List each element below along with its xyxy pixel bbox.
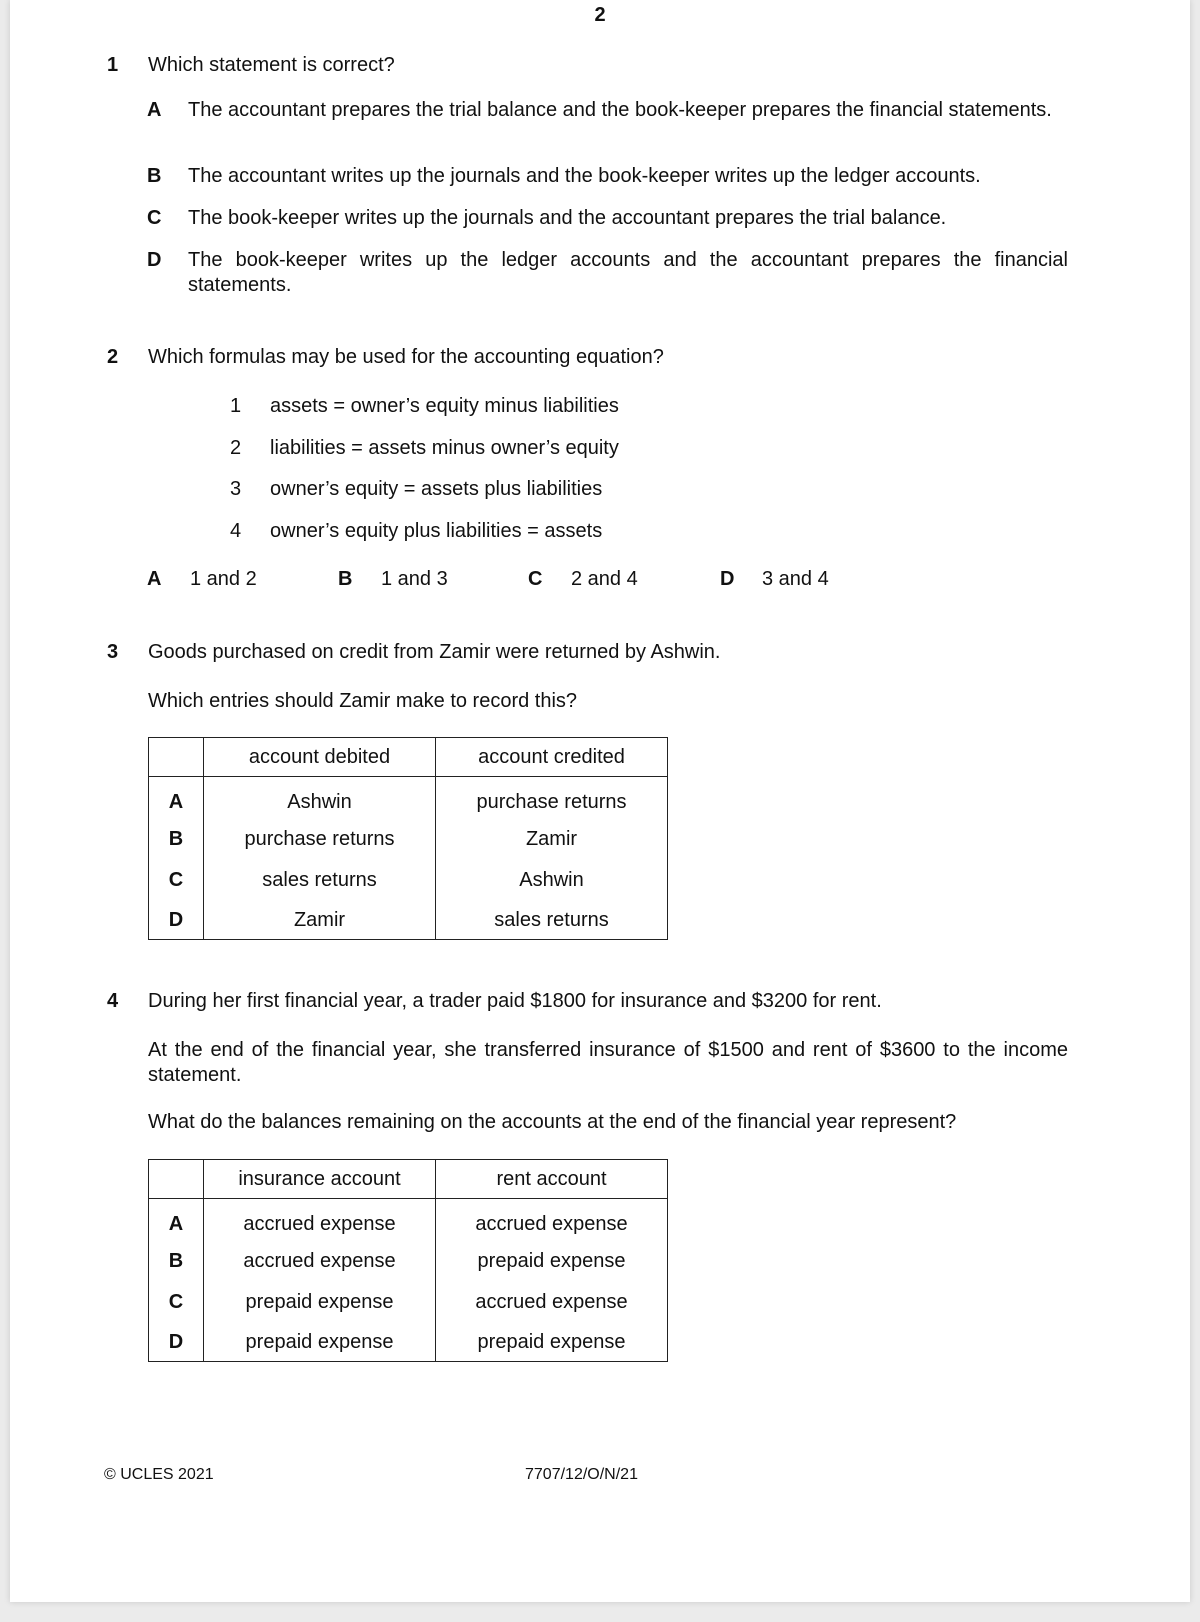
- cell-credited: Ashwin: [436, 860, 668, 901]
- q1-option-c-text: The book-keeper writes up the journals and the accountant prepares the trial balance.: [188, 207, 947, 229]
- header-insurance-account: insurance account: [204, 1160, 436, 1199]
- row-letter: A: [149, 777, 204, 820]
- question-4-stem: During her first financial year, a trader paid $1800 for insurance and $3200 for rent.: [148, 990, 882, 1012]
- cell-insurance: accrued expense: [204, 1241, 436, 1282]
- question-1-stem: Which statement is correct?: [148, 54, 395, 76]
- q2-option-b-letter: B: [338, 568, 353, 590]
- cell-credited: sales returns: [436, 901, 668, 940]
- cell-insurance: prepaid expense: [204, 1282, 436, 1323]
- header-account-credited: account credited: [436, 738, 668, 777]
- formula-3-text: owner’s equity = assets plus liabilities: [270, 478, 603, 500]
- row-letter: D: [149, 1323, 204, 1362]
- formula-1-number: 1: [230, 395, 242, 417]
- q2-option-d-text: 3 and 4: [762, 568, 829, 590]
- formula-1-text: assets = owner’s equity minus liabilities: [270, 395, 619, 417]
- exam-page: [10, 0, 1190, 1602]
- table-row: [149, 1323, 668, 1362]
- q2-option-a-letter: A: [147, 568, 162, 590]
- q1-option-c-letter: C: [147, 207, 162, 229]
- formula-4-number: 4: [230, 520, 242, 542]
- row-letter: B: [149, 1241, 204, 1282]
- q2-option-d-letter: D: [720, 568, 735, 590]
- row-letter: A: [149, 1199, 204, 1242]
- row-letter: D: [149, 901, 204, 940]
- table-row: [149, 860, 668, 901]
- q4-answer-table: [148, 1159, 668, 1362]
- table-header-row: [149, 1160, 668, 1199]
- question-3-number: 3: [107, 641, 119, 663]
- cell-insurance: accrued expense: [204, 1199, 436, 1242]
- table-row: [149, 901, 668, 940]
- q2-option-a-text: 1 and 2: [190, 568, 257, 590]
- cell-credited: purchase returns: [436, 777, 668, 820]
- formula-2-number: 2: [230, 437, 242, 459]
- cell-debited: purchase returns: [204, 819, 436, 860]
- table-header-row: [149, 738, 668, 777]
- table-row: [149, 1282, 668, 1323]
- cell-rent: accrued expense: [436, 1199, 668, 1242]
- q1-option-b-letter: B: [147, 165, 162, 187]
- cell-rent: prepaid expense: [436, 1323, 668, 1362]
- question-2-number: 2: [107, 346, 119, 368]
- question-2-stem: Which formulas may be used for the accounting equation?: [148, 346, 664, 368]
- row-letter: B: [149, 819, 204, 860]
- table-corner-cell: [149, 1160, 204, 1199]
- q1-option-a-letter: A: [147, 99, 162, 121]
- cell-debited: Zamir: [204, 901, 436, 940]
- formula-3-number: 3: [230, 478, 242, 500]
- formula-2-text: liabilities = assets minus owner’s equity: [270, 437, 619, 459]
- cell-credited: Zamir: [436, 819, 668, 860]
- table-row: [149, 1199, 668, 1242]
- question-3-stem: Goods purchased on credit from Zamir were returned by Ashwin.: [148, 641, 721, 663]
- q1-option-a-text: The accountant prepares the trial balance and the book-keeper prepares the financial statements.: [188, 99, 1052, 121]
- table-row: [149, 777, 668, 820]
- cell-debited: Ashwin: [204, 777, 436, 820]
- cell-rent: accrued expense: [436, 1282, 668, 1323]
- page-number: 2: [594, 4, 606, 26]
- question-4-paragraph: At the end of the financial year, she transferred insurance of $1500 and rent of $3600 to the income statement.: [148, 1039, 1068, 1086]
- question-1-number: 1: [107, 54, 119, 76]
- q3-answer-table: [148, 737, 668, 940]
- q2-option-b-text: 1 and 3: [381, 568, 448, 590]
- formula-4-text: owner’s equity plus liabilities = assets: [270, 520, 603, 542]
- cell-insurance: prepaid expense: [204, 1323, 436, 1362]
- row-letter: C: [149, 860, 204, 901]
- footer-copyright: © UCLES 2021: [104, 1466, 214, 1483]
- header-rent-account: rent account: [436, 1160, 668, 1199]
- table-row: [149, 1241, 668, 1282]
- q1-option-b-text: The accountant writes up the journals and the book-keeper writes up the ledger accounts.: [188, 165, 981, 187]
- row-letter: C: [149, 1282, 204, 1323]
- q2-option-c-text: 2 and 4: [571, 568, 638, 590]
- header-account-debited: account debited: [204, 738, 436, 777]
- footer-paper-code: 7707/12/O/N/21: [525, 1466, 638, 1483]
- q1-option-d-text: The book-keeper writes up the ledger accounts and the accountant prepares the financial statements.: [188, 249, 1068, 296]
- question-4-number: 4: [107, 990, 119, 1012]
- question-3-prompt: Which entries should Zamir make to record this?: [148, 690, 578, 712]
- question-4-prompt: What do the balances remaining on the accounts at the end of the financial year represent?: [148, 1111, 957, 1133]
- cell-debited: sales returns: [204, 860, 436, 901]
- q1-option-d-letter: D: [147, 249, 162, 271]
- cell-rent: prepaid expense: [436, 1241, 668, 1282]
- table-corner-cell: [149, 738, 204, 777]
- q2-option-c-letter: C: [528, 568, 543, 590]
- table-row: [149, 819, 668, 860]
